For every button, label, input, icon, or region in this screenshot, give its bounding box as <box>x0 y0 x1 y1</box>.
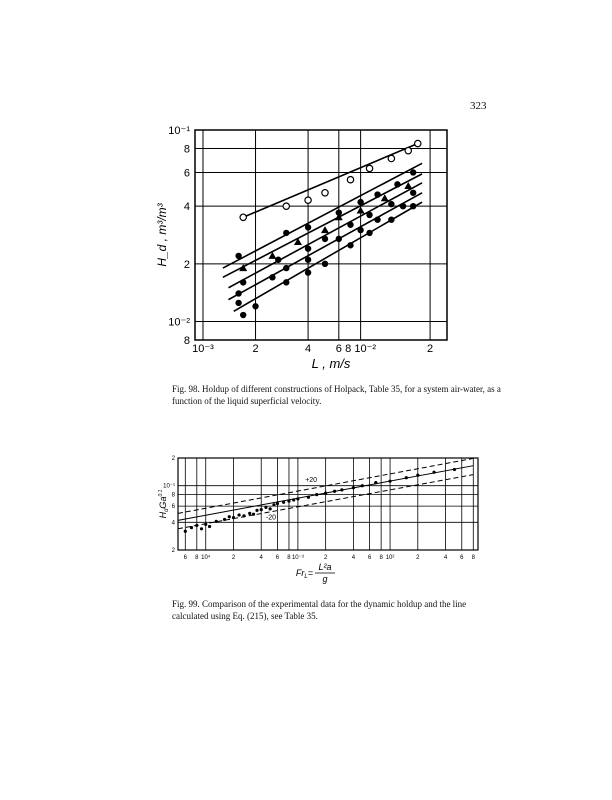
y-tick-label: 8 <box>183 143 190 156</box>
data-point <box>200 527 203 530</box>
x-tick-label: 2 <box>416 555 420 561</box>
data-point <box>237 513 240 516</box>
x-axis-label-numerator: L²a <box>318 562 332 572</box>
data-point <box>335 213 343 220</box>
x-axis-label-denominator: g <box>322 574 328 584</box>
y-tick-label: 8 <box>171 492 175 499</box>
data-point <box>296 497 299 500</box>
x-tick-label: 8 <box>287 555 291 561</box>
y-axis-label <box>158 489 170 518</box>
data-point <box>333 490 336 493</box>
data-point <box>305 224 311 230</box>
x-tick-label: 10⁴ <box>201 555 211 561</box>
x-tick-label: 6 <box>275 555 280 561</box>
data-point <box>235 253 241 259</box>
y-tick-label: 4 <box>171 520 175 527</box>
data-point <box>240 312 246 318</box>
y-tick-label: 6 <box>171 504 175 511</box>
data-point <box>366 212 372 218</box>
x-tick-label: 10⁻³ <box>192 343 214 355</box>
annotation-minus-20: -20 <box>265 514 277 522</box>
data-point <box>410 190 416 196</box>
data-point <box>269 274 275 280</box>
data-point <box>190 526 193 529</box>
y-axis-label-mid: Ga <box>158 496 168 509</box>
y-axis-label-sub: d <box>164 508 170 512</box>
data-point <box>235 300 241 306</box>
x-tick-label: 10² <box>385 555 395 561</box>
data-point <box>322 261 328 267</box>
data-point <box>235 290 241 296</box>
series-line <box>223 174 422 277</box>
data-point <box>272 503 275 506</box>
x-tick-label: 4 <box>259 555 263 561</box>
data-point <box>347 222 353 228</box>
data-point <box>252 303 258 309</box>
y-tick-label: 2 <box>171 548 175 554</box>
x-tick-label: 6 <box>367 555 372 561</box>
y-tick-label: 10⁻¹ <box>163 483 175 490</box>
data-point <box>248 512 251 515</box>
data-point <box>269 507 272 510</box>
data-point <box>347 177 353 183</box>
data-point <box>283 279 289 285</box>
data-point <box>283 230 289 236</box>
data-point <box>400 203 406 209</box>
y-tick-label: 6 <box>183 167 190 180</box>
data-point <box>283 203 289 209</box>
x-axis-label <box>296 568 313 580</box>
x-tick-label: 4 <box>351 555 356 561</box>
data-point <box>240 279 246 285</box>
data-point <box>255 509 258 512</box>
x-tick-label: 8 <box>471 555 475 561</box>
data-point <box>410 169 416 175</box>
data-point <box>324 492 327 495</box>
x-tick-label: 2 <box>231 555 236 561</box>
data-point <box>340 488 343 491</box>
x-axis-label-eq: = <box>307 568 313 578</box>
x-tick-label: 10⁻³ <box>291 555 304 561</box>
figure-99-chart <box>160 450 490 585</box>
y-axis-label-main: H <box>158 511 168 519</box>
data-point <box>215 520 218 523</box>
annotation-plus-20: +20 <box>305 476 318 484</box>
data-point <box>307 496 310 499</box>
y-tick-label: 10⁻² <box>168 316 190 329</box>
x-axis-label: L , m/s <box>311 356 351 371</box>
data-point <box>388 155 394 161</box>
data-point <box>204 523 207 526</box>
data-point <box>336 236 342 242</box>
x-tick-label: 8 <box>379 555 383 561</box>
x-tick-label: 8 10⁻² <box>345 343 377 355</box>
data-point <box>347 242 353 248</box>
data-point <box>361 484 364 487</box>
y-tick-label: 8 <box>183 335 190 347</box>
data-point <box>275 257 281 263</box>
data-point <box>374 216 380 222</box>
data-point <box>374 481 377 484</box>
x-axis-label-lhs: Fr <box>295 568 305 578</box>
data-point <box>315 493 318 496</box>
x-tick-label: 4 <box>443 555 448 561</box>
data-point <box>287 500 290 503</box>
figure-99-caption: Fig. 99. Comparison of the experimental data for the dynamic holdup and the line calculated using Eq. (215), see Table 35. <box>172 599 467 621</box>
data-point <box>388 480 391 483</box>
y-tick-label: 2 <box>183 258 190 271</box>
data-point <box>283 265 289 271</box>
data-point <box>240 214 246 220</box>
data-point <box>388 216 394 222</box>
y-axis-label-sup: 0.1 <box>158 489 164 497</box>
x-axis-label-sub: L <box>304 574 308 580</box>
series-line <box>228 193 422 300</box>
data-point <box>260 508 263 511</box>
data-point <box>305 245 311 251</box>
data-point <box>223 518 226 521</box>
data-point <box>322 190 328 196</box>
y-axis-label: H_d , m³/m³ <box>155 203 169 267</box>
data-point <box>366 165 372 171</box>
data-point <box>352 486 355 489</box>
page-number: 323 <box>470 100 487 112</box>
data-point <box>415 140 421 146</box>
y-tick-label: 10⁻¹ <box>168 125 190 137</box>
data-point <box>228 515 231 518</box>
plot-frame <box>195 130 447 340</box>
data-point <box>232 516 235 519</box>
data-point <box>432 471 435 474</box>
data-point <box>276 502 279 505</box>
data-point <box>405 147 411 153</box>
x-tick-label: 2 <box>427 343 434 355</box>
y-tick-label: 2 <box>171 456 175 462</box>
data-point <box>416 474 419 477</box>
x-tick-label: 2 <box>252 343 259 355</box>
data-point <box>282 501 285 504</box>
data-point <box>305 257 311 263</box>
x-tick-label: 8 <box>195 555 199 561</box>
series-line <box>223 163 422 268</box>
data-point <box>305 269 311 275</box>
x-tick-label: 6 <box>335 343 342 355</box>
data-point <box>264 506 267 509</box>
data-point <box>410 203 416 209</box>
x-tick-label: 2 <box>323 555 328 561</box>
data-point <box>366 230 372 236</box>
x-tick-label: 6 <box>460 555 464 561</box>
x-tick-label: 4 <box>305 343 312 355</box>
data-point <box>184 530 187 533</box>
data-point <box>453 468 456 471</box>
x-tick-label: 6 <box>183 555 187 561</box>
y-tick-label: 4 <box>183 201 190 214</box>
data-point <box>322 236 328 242</box>
data-point <box>208 525 211 528</box>
data-point <box>252 513 255 516</box>
data-point <box>357 227 363 233</box>
data-point <box>388 201 394 207</box>
figure-98-caption: Fig. 98. Holdup of different constructions of Holpack, Table 35, for a system air-water, as a function of the liquid superficial velocity. <box>172 384 501 406</box>
data-point <box>195 524 198 527</box>
data-point <box>405 476 408 479</box>
figure-98-chart <box>150 120 470 375</box>
series-line <box>228 183 422 288</box>
data-point <box>292 498 295 501</box>
data-point <box>242 514 245 517</box>
data-point <box>321 226 329 233</box>
data-point <box>305 197 311 203</box>
